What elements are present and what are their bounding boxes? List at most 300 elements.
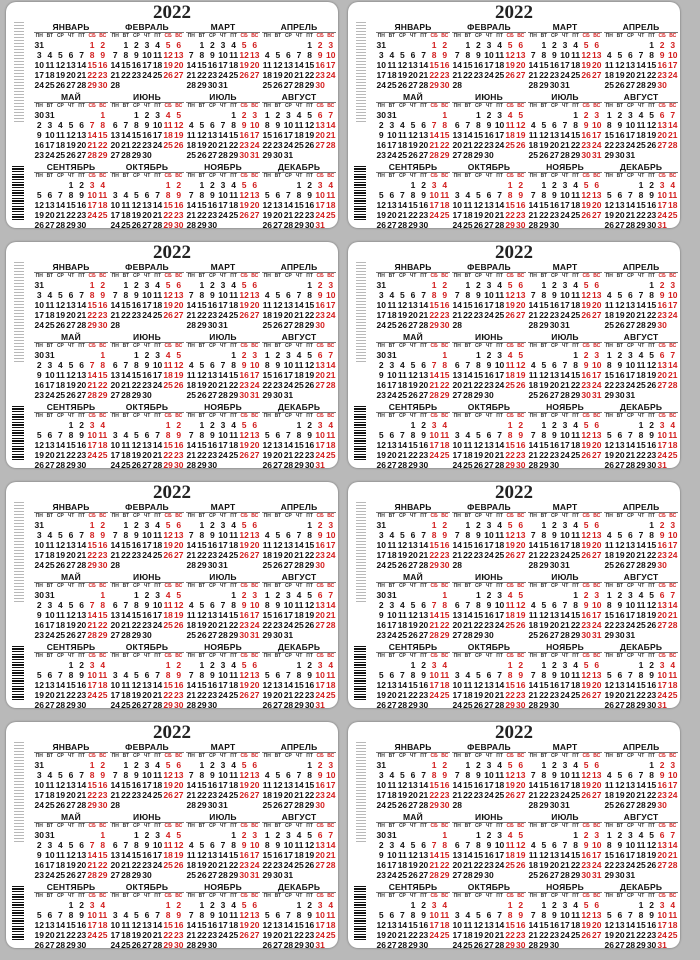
day-cell: 8: [507, 430, 513, 440]
weekday-label: СБ: [88, 173, 96, 179]
day-cell: 23: [484, 620, 494, 630]
weekday-label: ЧТ: [561, 893, 569, 899]
day-cell: 12: [173, 600, 184, 610]
weekday-label: ЧТ: [637, 753, 645, 759]
day-cell: 27: [625, 800, 636, 810]
day-cell: 2: [317, 40, 323, 50]
day-cell: [667, 870, 678, 880]
week-row: [376, 300, 450, 310]
day-cell: 20: [142, 210, 152, 220]
weekday-label: СБ: [240, 893, 248, 899]
weekday-label: ВС: [327, 653, 335, 659]
day-cell: 22: [646, 790, 657, 800]
day-cell: [87, 940, 98, 948]
day-cell: [570, 700, 581, 708]
weekday-header: [34, 103, 108, 110]
day-cell: 17: [484, 780, 494, 790]
day-cell: 27: [173, 550, 184, 560]
day-cell: 21: [121, 620, 131, 630]
day-cell: 21: [560, 380, 570, 390]
day-cell: 20: [387, 450, 397, 460]
day-cell: 29: [262, 630, 273, 640]
day-cell: 22: [87, 310, 97, 320]
day-cell: 2: [649, 420, 654, 430]
weekday-label: ВТ: [274, 273, 282, 279]
day-cell: 27: [549, 150, 560, 160]
day-cell: 30: [239, 870, 249, 880]
week-row: [604, 800, 678, 810]
day-cell: 30: [142, 630, 152, 640]
weekday-header: [452, 173, 526, 180]
day-cell: 6: [410, 770, 416, 780]
day-cell: 21: [397, 210, 408, 220]
day-cell: 24: [87, 690, 97, 700]
weekday-header: [376, 893, 450, 900]
day-cell: 23: [418, 450, 429, 460]
day-cell: 21: [294, 550, 304, 560]
day-cell: 13: [76, 610, 87, 620]
week-row: [186, 110, 260, 120]
weekday-label: ВС: [251, 343, 259, 349]
week-row: [376, 630, 450, 640]
weekday-header: [186, 173, 260, 180]
day-cell: 20: [110, 620, 121, 630]
day-cell: 3: [328, 40, 334, 50]
week-row: [262, 140, 336, 150]
week-row: [376, 530, 450, 540]
day-cell: [484, 420, 495, 430]
day-cell: 6: [389, 430, 395, 440]
weekday-label: СР: [132, 893, 140, 899]
day-cell: [239, 700, 250, 708]
day-cell: 14: [625, 200, 636, 210]
day-cell: 24: [376, 80, 387, 90]
day-cell: 26: [604, 460, 615, 468]
day-cell: 31: [376, 520, 387, 530]
day-cell: 23: [173, 930, 184, 940]
day-cell: 25: [667, 210, 678, 220]
week-row: [604, 630, 678, 640]
week-row: [604, 700, 678, 708]
weekday-label: ПН: [453, 103, 461, 109]
day-cell: 12: [505, 530, 515, 540]
week-row: [604, 920, 678, 930]
day-cell: 19: [262, 930, 273, 940]
day-cell: 3: [220, 40, 226, 50]
day-cell: [163, 390, 174, 400]
day-cell: 24: [484, 790, 494, 800]
month-weeks: [604, 420, 678, 468]
weekday-header: [604, 343, 678, 350]
day-cell: 22: [131, 620, 142, 630]
weekday-label: ПН: [35, 893, 43, 899]
day-cell: 6: [552, 840, 557, 850]
week-row: [376, 350, 450, 360]
day-cell: 28: [397, 940, 408, 948]
weekday-label: СР: [398, 753, 406, 759]
day-cell: 10: [376, 780, 387, 790]
weekday-label: ВС: [99, 33, 107, 39]
weekday-label: ПН: [453, 823, 461, 829]
day-cell: 26: [34, 460, 45, 468]
week-row: [34, 350, 108, 360]
day-cell: 25: [45, 800, 55, 810]
day-cell: 4: [530, 360, 536, 370]
day-cell: [397, 660, 408, 670]
weekday-label: ВТ: [122, 343, 130, 349]
day-cell: 25: [439, 690, 450, 700]
month-block: [110, 22, 184, 90]
weekday-label: ПН: [263, 413, 271, 419]
day-cell: 13: [387, 440, 397, 450]
day-cell: 13: [249, 670, 260, 680]
day-cell: 14: [87, 370, 97, 380]
weekday-header: [604, 413, 678, 420]
day-cell: [397, 590, 408, 600]
day-cell: 31: [387, 350, 397, 360]
day-cell: 25: [228, 550, 239, 560]
day-cell: 19: [615, 70, 625, 80]
day-cell: 18: [163, 370, 173, 380]
day-cell: 27: [408, 320, 418, 330]
day-cell: 7: [670, 350, 676, 360]
week-row: [34, 370, 108, 380]
weekday-header: [528, 343, 602, 350]
day-cell: 3: [431, 900, 437, 910]
day-cell: 8: [231, 360, 236, 370]
week-row: [110, 800, 184, 810]
day-cell: 9: [486, 120, 492, 130]
day-cell: 15: [228, 850, 239, 860]
week-row: [186, 920, 260, 930]
week-row: [110, 550, 184, 560]
day-cell: 19: [239, 540, 249, 550]
day-cell: 23: [439, 790, 450, 800]
day-cell: 23: [304, 690, 315, 700]
weekday-label: СР: [56, 583, 64, 589]
day-cell: 8: [541, 910, 547, 920]
card-side-strip: [8, 242, 30, 468]
day-cell: 8: [465, 530, 471, 540]
day-cell: [228, 700, 239, 708]
weekday-label: ВС: [517, 893, 525, 899]
day-cell: [539, 830, 550, 840]
day-cell: 5: [507, 760, 513, 770]
day-cell: 31: [625, 870, 636, 880]
weekday-label: ЧТ: [485, 173, 493, 179]
day-cell: 23: [207, 550, 218, 560]
day-cell: 20: [615, 690, 625, 700]
day-cell: [452, 900, 463, 910]
day-cell: 14: [528, 680, 539, 690]
day-cell: 12: [163, 530, 173, 540]
day-cell: 8: [165, 190, 171, 200]
day-cell: 19: [397, 70, 408, 80]
day-cell: 17: [249, 850, 260, 860]
day-cell: 5: [649, 350, 654, 360]
weekday-label: ЧТ: [637, 413, 645, 419]
day-cell: 4: [389, 770, 395, 780]
weekday-label: ВТ: [274, 653, 282, 659]
weekday-label: СР: [284, 33, 292, 39]
weekday-label: ЧТ: [67, 583, 75, 589]
day-cell: 27: [615, 460, 625, 468]
day-cell: [55, 110, 66, 120]
weekday-label: ПН: [453, 343, 461, 349]
day-cell: 3: [594, 830, 600, 840]
day-cell: 14: [325, 840, 336, 850]
day-cell: 4: [264, 50, 270, 60]
day-cell: 25: [186, 390, 197, 400]
day-cell: 28: [560, 150, 570, 160]
day-cell: [473, 800, 484, 810]
week-row: [604, 620, 678, 630]
day-cell: 20: [273, 450, 283, 460]
month-block: [110, 402, 184, 468]
week-row: [376, 780, 450, 790]
day-cell: 10: [484, 770, 494, 780]
day-cell: [66, 110, 77, 120]
weekday-label: ПН: [453, 273, 461, 279]
day-cell: 25: [228, 690, 239, 700]
day-cell: [463, 800, 474, 810]
day-cell: 4: [606, 50, 612, 60]
weekday-label: ВС: [593, 823, 601, 829]
day-cell: 1: [431, 40, 437, 50]
day-cell: 30: [207, 940, 218, 948]
day-cell: 23: [473, 790, 484, 800]
day-cell: 4: [264, 770, 270, 780]
week-row: [34, 360, 108, 370]
day-cell: 6: [518, 760, 524, 770]
week-row: [186, 620, 260, 630]
weekday-label: ЧТ: [561, 583, 569, 589]
day-cell: 13: [657, 120, 667, 130]
day-cell: 17: [325, 540, 336, 550]
day-cell: 10: [315, 190, 325, 200]
day-cell: 19: [581, 60, 591, 70]
weekday-label: ПТ: [306, 103, 313, 109]
weekday-label: ПТ: [572, 513, 579, 519]
weekday-label: ВС: [251, 823, 259, 829]
weekday-label: ВС: [593, 343, 601, 349]
day-cell: 18: [186, 140, 197, 150]
day-cell: 5: [649, 590, 654, 600]
day-cell: 15: [570, 130, 581, 140]
day-cell: [615, 420, 626, 430]
day-cell: 30: [97, 560, 108, 570]
week-row: [604, 790, 678, 800]
publisher-imprint: [14, 502, 24, 602]
week-row: [376, 420, 450, 430]
day-cell: [218, 700, 229, 708]
week-row: [110, 790, 184, 800]
weekday-label: СР: [132, 413, 140, 419]
day-cell: 25: [636, 140, 646, 150]
day-cell: 23: [418, 690, 429, 700]
weekday-label: СБ: [658, 413, 666, 419]
day-cell: 1: [123, 280, 129, 290]
day-cell: 4: [530, 600, 536, 610]
day-cell: 16: [376, 140, 387, 150]
weekday-header: [110, 33, 184, 40]
day-cell: 23: [549, 550, 560, 560]
day-cell: 9: [583, 360, 589, 370]
day-cell: 11: [571, 290, 581, 300]
month-name: МАРТ: [186, 262, 260, 273]
day-cell: [325, 320, 336, 330]
day-cell: 30: [376, 350, 387, 360]
day-cell: 29: [131, 390, 142, 400]
day-cell: 3: [89, 660, 95, 670]
week-row: [604, 140, 678, 150]
day-cell: 18: [505, 130, 515, 140]
day-cell: 25: [570, 690, 581, 700]
day-cell: [539, 590, 550, 600]
weekday-header: [262, 893, 336, 900]
weekday-header: [186, 583, 260, 590]
day-cell: 8: [638, 670, 644, 680]
week-row: [604, 120, 678, 130]
day-cell: [636, 760, 647, 770]
day-cell: 14: [636, 780, 646, 790]
day-cell: 13: [484, 200, 494, 210]
weekday-label: СБ: [582, 273, 590, 279]
day-cell: 8: [573, 840, 578, 850]
day-cell: 26: [646, 620, 657, 630]
day-cell: 13: [387, 680, 397, 690]
day-cell: 18: [152, 780, 163, 790]
month-name: АВГУСТ: [604, 92, 678, 103]
weekday-label: ПТ: [154, 343, 161, 349]
week-row: [110, 760, 184, 770]
day-cell: [131, 800, 142, 810]
day-cell: 11: [528, 850, 538, 860]
day-cell: 1: [541, 420, 547, 430]
day-cell: [387, 180, 398, 190]
day-cell: 26: [581, 550, 591, 560]
day-cell: 9: [134, 770, 139, 780]
day-cell: 20: [625, 790, 636, 800]
day-cell: 22: [197, 550, 207, 560]
day-cell: 21: [452, 790, 463, 800]
day-cell: 21: [283, 450, 294, 460]
day-cell: [604, 420, 615, 430]
day-cell: 19: [539, 380, 549, 390]
day-cell: 15: [539, 540, 549, 550]
weekday-label: ЧТ: [295, 103, 303, 109]
day-cell: 25: [528, 630, 539, 640]
week-row: [34, 910, 108, 920]
month-name: ИЮНЬ: [110, 332, 184, 343]
weekday-label: СБ: [506, 823, 514, 829]
day-cell: 20: [273, 210, 283, 220]
day-cell: 1: [296, 900, 302, 910]
day-cell: 15: [505, 440, 515, 450]
day-cell: [484, 560, 495, 570]
day-cell: 30: [207, 700, 218, 708]
day-cell: 25: [463, 220, 473, 228]
day-cell: 16: [207, 300, 218, 310]
weekday-label: ВТ: [540, 753, 548, 759]
month-block: [376, 92, 450, 160]
day-cell: 23: [304, 210, 315, 220]
day-cell: [97, 940, 108, 948]
day-cell: [539, 110, 550, 120]
day-cell: 19: [505, 300, 515, 310]
day-cell: 1: [165, 900, 171, 910]
day-cell: 28: [625, 700, 636, 708]
day-cell: 28: [528, 940, 539, 948]
week-row: [452, 610, 526, 620]
day-cell: [76, 280, 87, 290]
day-cell: 22: [66, 450, 76, 460]
day-cell: 9: [317, 530, 323, 540]
day-cell: 1: [89, 520, 95, 530]
week-row: [186, 460, 260, 468]
month-block: [186, 22, 260, 90]
day-cell: 14: [218, 850, 228, 860]
day-cell: 19: [615, 790, 625, 800]
day-cell: 18: [228, 200, 239, 210]
day-cell: 20: [657, 850, 667, 860]
month-weeks: [34, 350, 108, 400]
day-cell: 6: [617, 910, 623, 920]
day-cell: 6: [68, 770, 74, 780]
day-cell: 4: [231, 180, 236, 190]
day-cell: [515, 150, 526, 160]
day-cell: 8: [199, 290, 205, 300]
day-cell: [97, 220, 108, 228]
day-cell: 30: [657, 80, 667, 90]
day-cell: [87, 220, 98, 228]
week-row: [110, 590, 184, 600]
day-cell: 17: [152, 370, 163, 380]
week-row: [604, 430, 678, 440]
day-cell: 25: [294, 140, 304, 150]
day-cell: [615, 40, 626, 50]
day-cell: 28: [494, 220, 505, 228]
day-cell: 1: [199, 40, 205, 50]
week-row: [186, 850, 260, 860]
day-cell: 15: [197, 440, 207, 450]
day-cell: 15: [87, 60, 97, 70]
day-cell: 20: [76, 620, 87, 630]
day-cell: 25: [228, 450, 239, 460]
week-row: [186, 210, 260, 220]
day-cell: 15: [473, 370, 484, 380]
day-cell: 6: [594, 40, 600, 50]
day-cell: 18: [570, 300, 581, 310]
weekday-label: ВС: [251, 893, 259, 899]
day-cell: 13: [452, 130, 463, 140]
day-cell: 5: [275, 770, 281, 780]
day-cell: 22: [539, 550, 549, 560]
year-title: 2022: [153, 2, 191, 23]
day-cell: 15: [131, 850, 142, 860]
week-row: [110, 780, 184, 790]
day-cell: 17: [142, 60, 152, 70]
day-cell: 11: [98, 430, 108, 440]
month-name: ИЮЛЬ: [186, 332, 260, 343]
day-cell: 14: [55, 920, 66, 930]
day-cell: 25: [667, 690, 678, 700]
day-cell: 4: [231, 660, 236, 670]
weekday-label: СБ: [658, 653, 666, 659]
month-weeks: [452, 760, 526, 810]
day-cell: 18: [604, 70, 615, 80]
day-cell: 15: [570, 610, 581, 620]
